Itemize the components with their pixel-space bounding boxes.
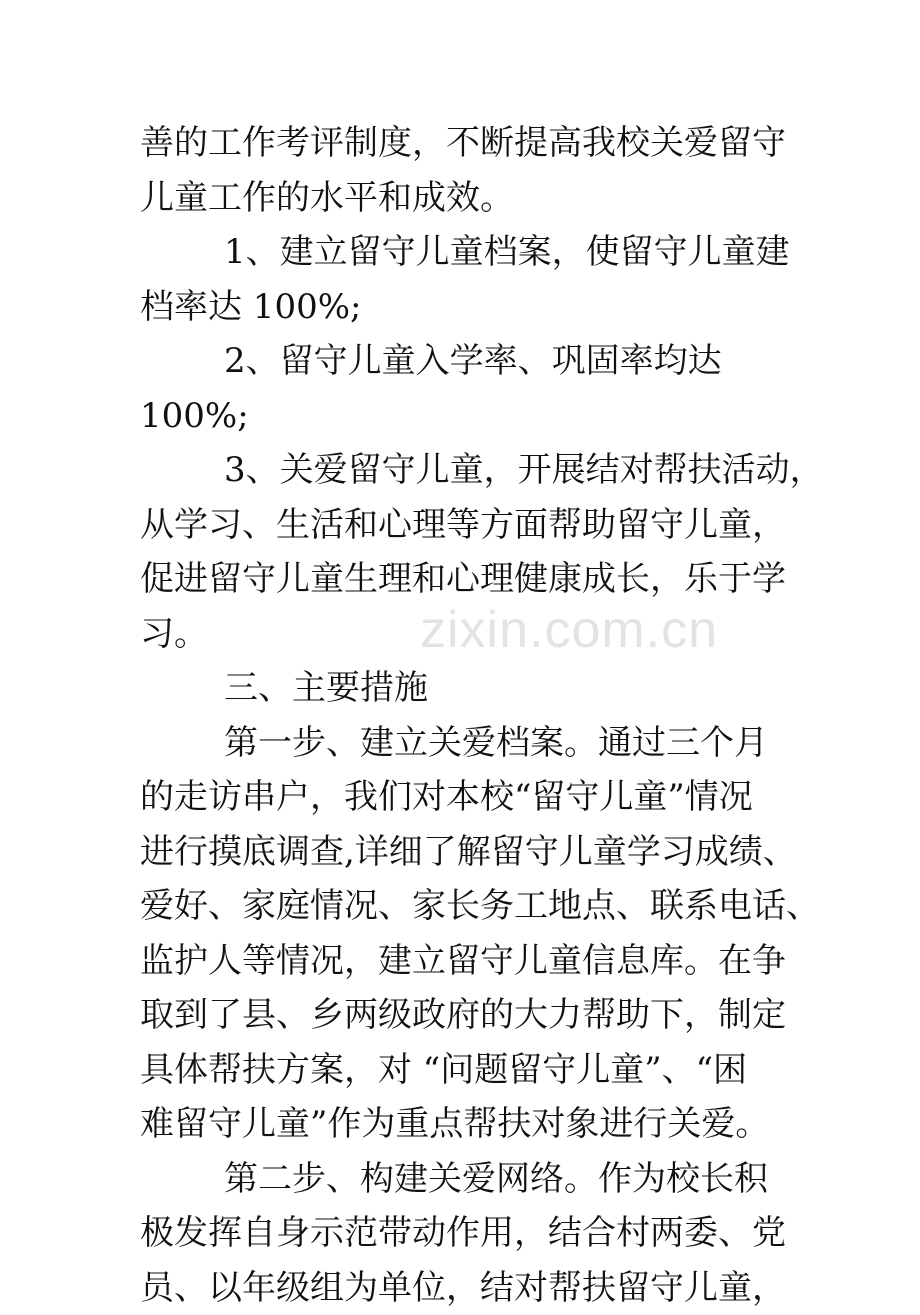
text-line-step-2: 第二步、构建关爱网络。作为校长积: [140, 1152, 800, 1207]
text-line: 儿童工作的水平和成效。: [140, 171, 800, 226]
text-line: 100%;: [140, 389, 800, 444]
text-line: 爱好、家庭情况、家长务工地点、联系电话、: [140, 879, 800, 934]
text-line: 难留守儿童”作为重点帮扶对象进行关爱。: [140, 1097, 800, 1152]
text-line: 进行摸底调查,详细了解留守儿童学习成绩、: [140, 825, 800, 880]
text-line: 的走访串户，我们对本校“留守儿童”情况: [140, 770, 800, 825]
text-line: 极发挥自身示范带动作用，结合村两委、党: [140, 1206, 800, 1261]
document-body: [140, 116, 800, 1315]
text-line-list-item-3: 3、关爱留守儿童，开展结对帮扶活动，: [140, 443, 800, 498]
text-line-step-1: 第一步、建立关爱档案。通过三个月: [140, 716, 800, 771]
text-line-list-item-1: 1、建立留守儿童档案，使留守儿童建: [140, 225, 800, 280]
text-line: 监护人等情况，建立留守儿童信息库。在争: [140, 934, 800, 989]
text-line: 员、以年级组为单位，结对帮扶留守儿童，: [140, 1261, 800, 1315]
text-line-list-item-2: 2、留守儿童入学率、巩固率均达: [140, 334, 800, 389]
text-line: 具体帮扶方案，对 “问题留守儿童”、“困: [140, 1043, 800, 1098]
text-line: 从学习、生活和心理等方面帮助留守儿童，: [140, 498, 800, 553]
section-heading: 三、主要措施: [140, 661, 800, 716]
text-line: 善的工作考评制度，不断提高我校关爱留守: [140, 116, 800, 171]
text-line: 习。: [140, 607, 800, 662]
text-line: 档率达 100%;: [140, 280, 800, 335]
text-line: 促进留守儿童生理和心理健康成长，乐于学: [140, 552, 800, 607]
watermark: zixin.com.cn: [420, 600, 718, 660]
text-line: 取到了县、乡两级政府的大力帮助下，制定: [140, 988, 800, 1043]
